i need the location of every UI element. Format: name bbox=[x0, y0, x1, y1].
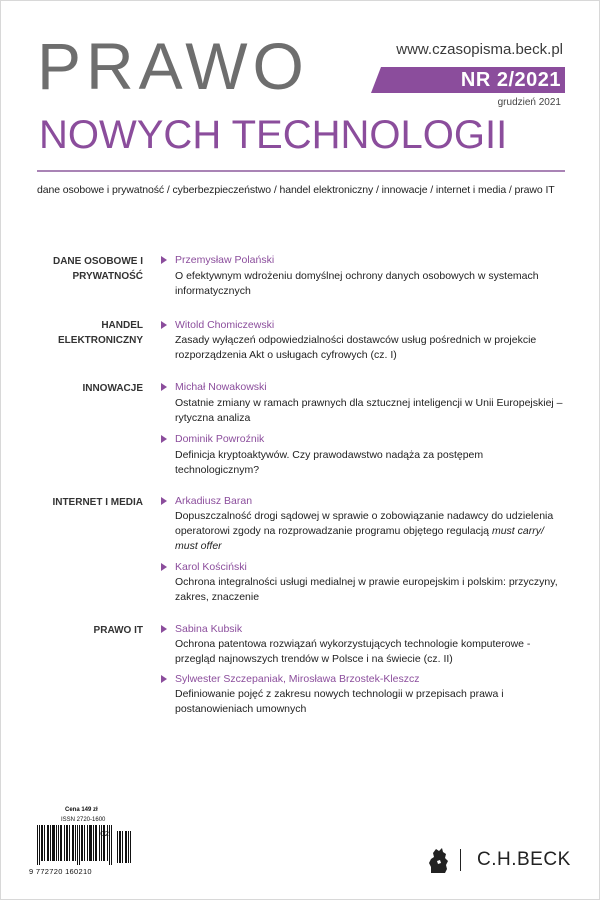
barcode-addon: 02 bbox=[100, 829, 110, 838]
section-label-dane-osobowe: DANE OSOBOWE I PRYWATNOŚĆ bbox=[52, 256, 143, 282]
author-name: Sabina Kubsik bbox=[175, 623, 243, 635]
issue-date: grudzień 2021 bbox=[497, 97, 561, 108]
article-title: Ochrona integralności usługi medialnej w prawie europejskim i polskim: przyczyny, zakres, znaczenie bbox=[175, 576, 558, 603]
author-name: Michał Nowakowski bbox=[175, 381, 267, 393]
section-label-innowacje: INNOWACJE bbox=[82, 383, 143, 394]
price-label: Cena 149 zł bbox=[65, 807, 98, 813]
triangle-bullet-icon bbox=[161, 675, 167, 683]
triangle-bullet-icon bbox=[161, 435, 167, 443]
issue-number: NR 2/2021 bbox=[460, 69, 561, 91]
title-nowych-technologii: NOWYCH TECHNOLOGII bbox=[39, 113, 508, 157]
author-name: Arkadiusz Baran bbox=[175, 495, 253, 507]
triangle-bullet-icon bbox=[161, 497, 167, 505]
article-title: Ochrona patentowa rozwiązań wykorzystujących technologie komputerowe - przegląd najnowszych trendów w Polsce i na świecie (cz. II) bbox=[175, 638, 531, 665]
issn-label: ISSN 2720-1600 bbox=[61, 817, 106, 823]
barcode-number: 9 772720 160210 02 bbox=[29, 829, 110, 876]
publisher-name: C.H.BECK bbox=[477, 849, 571, 870]
website-link[interactable]: www.czasopisma.beck.pl bbox=[396, 41, 563, 58]
triangle-bullet-icon bbox=[161, 383, 167, 391]
article-title: Definicja kryptoaktywów. Czy prawodawstwo nadąża za postępem technologicznym? bbox=[175, 449, 484, 476]
article-title: Definiowanie pojęć z zakresu nowych technologii w przepisach prawa i postanowieniach umownych bbox=[175, 688, 504, 715]
author-name: Dominik Powroźnik bbox=[175, 433, 265, 445]
article-title: Dopuszczalność drogi sądowej w sprawie o zobowiązanie nadawcy do udzielenia operatorowi zgody na rozprowadzanie programu objętego regulacją must carry/ must offer bbox=[175, 510, 554, 552]
section-label-handel-elektroniczny: HANDEL ELEKTRONICZNY bbox=[58, 320, 143, 346]
title-prawo: PRAWO bbox=[37, 29, 309, 103]
barcode-icon bbox=[37, 825, 132, 869]
author-name: Karol Kościński bbox=[175, 561, 247, 573]
article-title: Zasady wyłączeń odpowiedzialności dostawców usług pośrednich w projekcie rozporządzenia Akt o usługach cyfrowych (cz. I) bbox=[175, 334, 537, 361]
article-title: Ostatnie zmiany w ramach prawnych dla sztucznej inteligencji w Unii Europejskiej – rytyczna analiza bbox=[175, 397, 563, 424]
header-divider bbox=[37, 170, 565, 172]
triangle-bullet-icon bbox=[161, 256, 167, 264]
article-title: O efektywnym wdrożeniu domyślnej ochrony danych osobowych w systemach informatycznych bbox=[175, 270, 539, 297]
author-name: Przemysław Polański bbox=[175, 254, 275, 266]
section-label-prawo-it: PRAWO IT bbox=[93, 625, 143, 636]
section-label-internet-i-media: INTERNET I MEDIA bbox=[52, 497, 143, 508]
topics-line: dane osobowe i prywatność / cyberbezpieczeństwo / handel elektroniczny / innowacje / internet i media / prawo IT bbox=[37, 184, 555, 196]
author-name: Witold Chomiczewski bbox=[175, 319, 275, 331]
publisher-divider bbox=[460, 849, 461, 871]
triangle-bullet-icon bbox=[161, 625, 167, 633]
beck-knight-logo-icon bbox=[425, 845, 453, 875]
triangle-bullet-icon bbox=[161, 321, 167, 329]
triangle-bullet-icon bbox=[161, 563, 167, 571]
article-title-italic: must carry/ must offer bbox=[175, 525, 544, 552]
author-name: Sylwester Szczepaniak, Mirosława Brzostek-Kleszcz bbox=[175, 673, 420, 685]
